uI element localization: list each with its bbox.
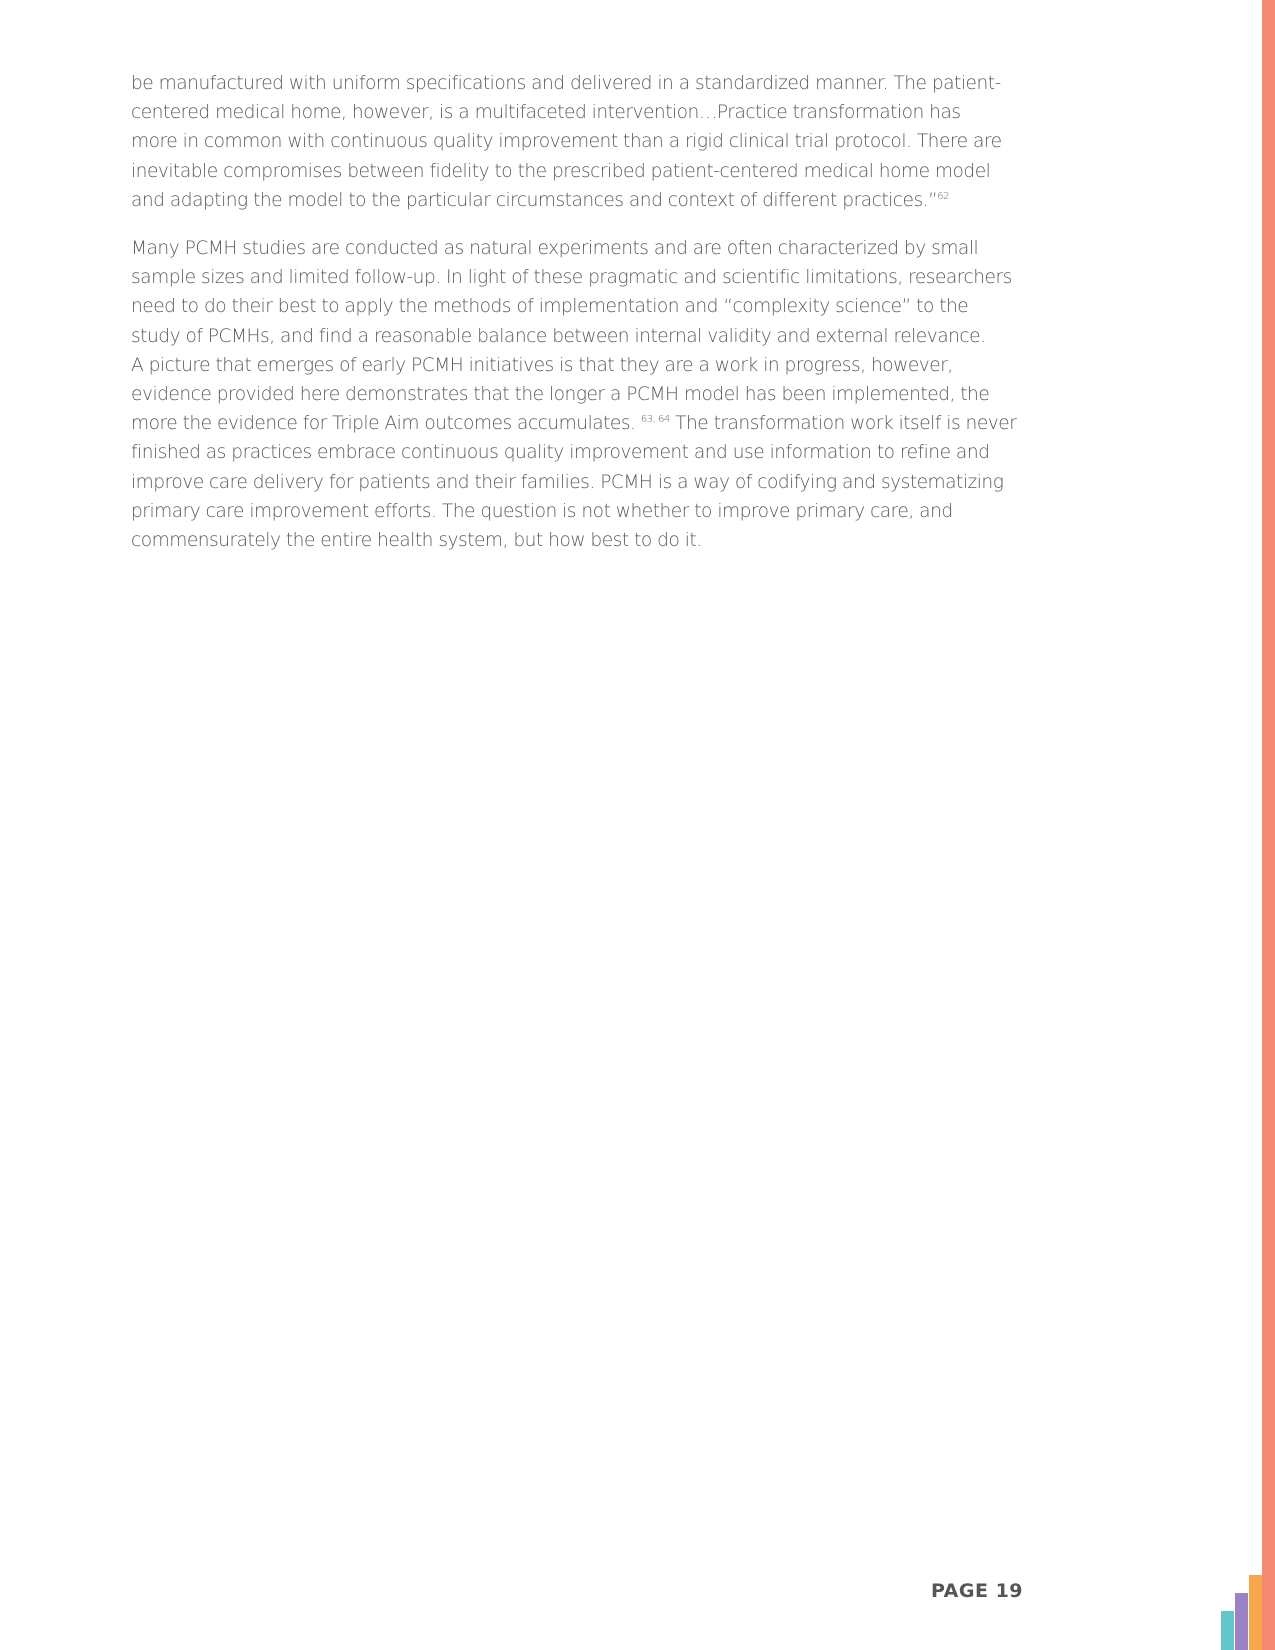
text-line-content: and adapting the model to the particular circumstances and context of different practices.” bbox=[131, 189, 938, 211]
text-line-content: more the evidence for Triple Aim outcomes accumulates. bbox=[131, 413, 641, 435]
citation-superscript: 63, 64 bbox=[640, 414, 670, 426]
text-line: A picture that emerges of early PCMH initiatives is that they are a work in progress, however, bbox=[131, 354, 953, 376]
text-line bbox=[131, 409, 1017, 438]
text-line: study of PCMHs, and find a reasonable balance between internal validity and external relevance. bbox=[131, 325, 986, 347]
right-edge-stripe bbox=[1262, 0, 1275, 1650]
text-line: sample sizes and limited follow-up. In light of these pragmatic and scientific limitations, researchers bbox=[131, 267, 1012, 289]
text-line: more in common with continuous quality improvement than a rigid clinical trial protocol. There are bbox=[131, 131, 1002, 153]
text-line: need to do their best to apply the methods of implementation and “complexity science” to the bbox=[131, 296, 969, 318]
text-line: evidence provided here demonstrates that the longer a PCMH model has been implemented, the bbox=[131, 384, 990, 406]
decorative-bar-purple bbox=[1235, 1593, 1248, 1650]
text-line: improve care delivery for patients and their families. PCMH is a way of codifying and systematizing bbox=[131, 471, 1004, 493]
decorative-bar-teal bbox=[1221, 1611, 1234, 1650]
body-text bbox=[131, 69, 1017, 555]
text-line: be manufactured with uniform specifications and delivered in a standardized manner. The patient- bbox=[131, 73, 1001, 94]
text-line bbox=[131, 186, 1011, 215]
paragraph-1 bbox=[131, 69, 1011, 215]
text-line-content: The transformation work itself is never bbox=[669, 413, 1017, 435]
text-line: primary care improvement efforts. The question is not whether to improve primary care, and bbox=[131, 500, 953, 522]
page-number: PAGE 19 bbox=[931, 1580, 1024, 1602]
text-line: commensurately the entire health system, but how best to do it. bbox=[131, 530, 702, 552]
citation-superscript: 62 bbox=[937, 190, 949, 202]
text-line: inevitable compromises between fidelity to the prescribed patient-centered medical home model bbox=[131, 160, 991, 182]
decorative-bar-orange bbox=[1249, 1575, 1262, 1650]
text-line: centered medical home, however, is a multifaceted intervention…Practice transformation has bbox=[131, 102, 961, 124]
paragraph-spacer bbox=[131, 215, 1011, 234]
text-line: Many PCMH studies are conducted as natural experiments and are often characterized by small bbox=[131, 238, 979, 260]
paragraph-2 bbox=[131, 234, 1017, 555]
text-line: finished as practices embrace continuous quality improvement and use information to refine and bbox=[131, 442, 990, 464]
